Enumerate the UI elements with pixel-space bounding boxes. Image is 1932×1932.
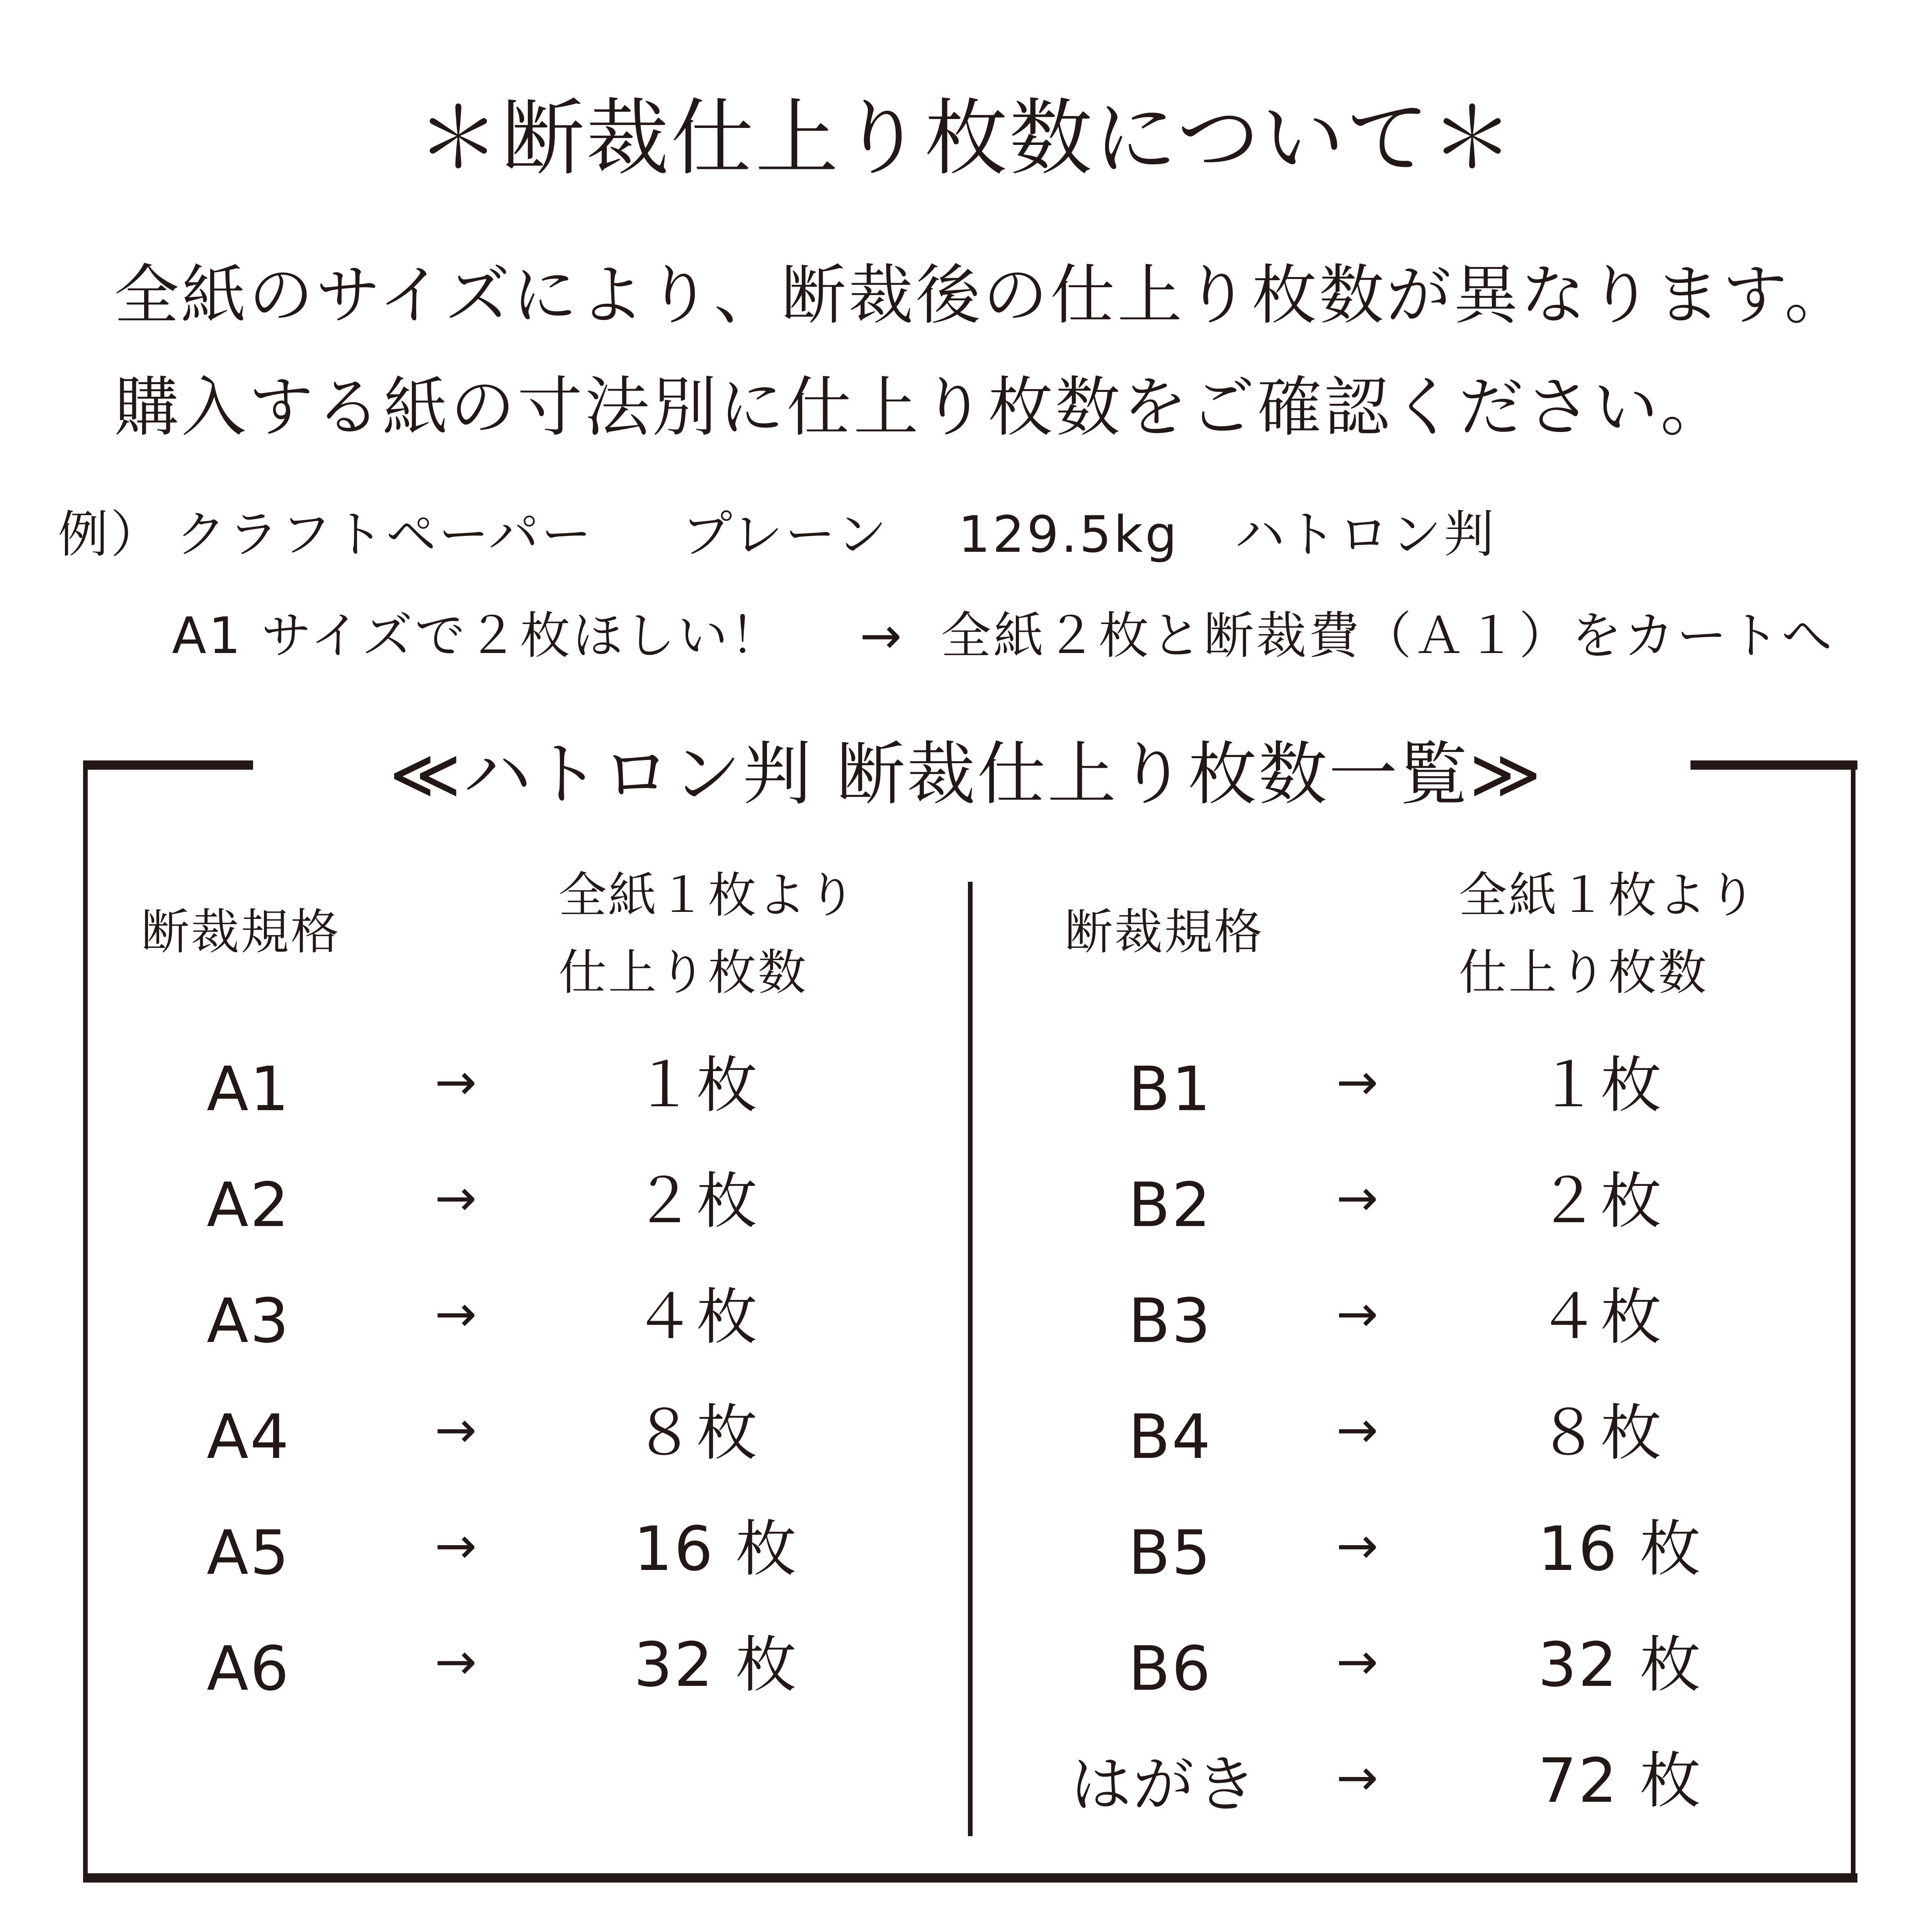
count-value: 32 枚	[1538, 1629, 1702, 1701]
right-arrow-icon: →	[435, 1284, 477, 1343]
right-arrow-icon: →	[1336, 1400, 1378, 1459]
table-title: ≪ハトロン判 断裁仕上り枚数一覧≫	[389, 734, 1543, 814]
example-variant: プレーン	[682, 505, 889, 564]
column-divider	[968, 882, 973, 1836]
size-label: B3	[1128, 1286, 1212, 1357]
example-instruction: 全紙２枚と断裁費（Ａ１）をカートへ	[941, 606, 1835, 665]
left-header-count-line1: 全紙１枚より	[558, 867, 857, 923]
left-header-count-line2: 仕上り枚数	[558, 945, 808, 1001]
size-label: A1	[207, 1054, 291, 1125]
size-label: B1	[1128, 1054, 1212, 1125]
right-arrow-icon: →	[1336, 1168, 1378, 1227]
right-arrow-icon: →	[435, 1168, 477, 1227]
box-bottom-line	[83, 1873, 1857, 1883]
size-label: B4	[1128, 1401, 1212, 1473]
right-arrow-icon: →	[435, 1053, 477, 1111]
right-header-size: 断裁規格	[1065, 904, 1264, 960]
count-value: １枚	[634, 1050, 759, 1121]
size-label: A2	[207, 1170, 291, 1241]
count-value: ８枚	[634, 1398, 759, 1469]
page-title: ＊断裁仕上り枚数について＊	[417, 90, 1515, 187]
right-arrow-icon: →	[435, 1400, 477, 1459]
size-label: A4	[207, 1401, 291, 1473]
count-value: 32 枚	[634, 1629, 798, 1701]
size-label: A6	[207, 1633, 291, 1704]
example-product: クラフトペーパー	[176, 505, 594, 564]
right-header-count-line1: 全紙１枚より	[1459, 867, 1758, 923]
right-arrow-icon: →	[435, 1516, 477, 1575]
count-value: ２枚	[634, 1166, 759, 1237]
size-label: B6	[1128, 1633, 1212, 1704]
intro-line-2: 購入する紙の寸法別に仕上り枚数をご確認ください。	[114, 369, 1728, 445]
size-label: A3	[207, 1286, 291, 1357]
size-label: B5	[1128, 1517, 1212, 1588]
example-label: 例）	[58, 505, 163, 564]
example-request: A1 サイズで２枚ほしい！	[172, 606, 783, 665]
count-value: 16 枚	[1538, 1514, 1702, 1585]
size-label: はがき	[1070, 1749, 1258, 1820]
size-label: B2	[1128, 1170, 1212, 1241]
count-value: 16 枚	[634, 1514, 798, 1585]
count-value: ２枚	[1538, 1166, 1663, 1237]
right-header-count-line2: 仕上り枚数	[1459, 945, 1708, 1001]
left-header-size: 断裁規格	[141, 904, 340, 960]
count-value: １枚	[1538, 1050, 1663, 1121]
example-format: ハトロン判	[1235, 505, 1497, 564]
box-left-line	[83, 760, 88, 1881]
right-arrow-icon: →	[1336, 1053, 1378, 1111]
right-arrow-icon: →	[1336, 1632, 1378, 1691]
intro-line-1: 全紙のサイズにより、断裁後の仕上り枚数が異なります。	[114, 257, 1852, 333]
count-value: 72 枚	[1538, 1745, 1702, 1816]
right-arrow-icon: →	[435, 1632, 477, 1691]
count-value: ４枚	[1538, 1282, 1663, 1353]
right-arrow-icon: →	[1336, 1284, 1378, 1343]
right-arrow-icon: →	[1336, 1516, 1378, 1575]
example-weight: 129.5kg	[958, 505, 1179, 564]
right-arrow-icon: →	[860, 606, 904, 665]
right-arrow-icon: →	[1336, 1748, 1378, 1807]
count-value: ４枚	[634, 1282, 759, 1353]
box-right-line	[1851, 760, 1855, 1881]
size-label: A5	[207, 1517, 291, 1588]
count-value: ８枚	[1538, 1398, 1663, 1469]
